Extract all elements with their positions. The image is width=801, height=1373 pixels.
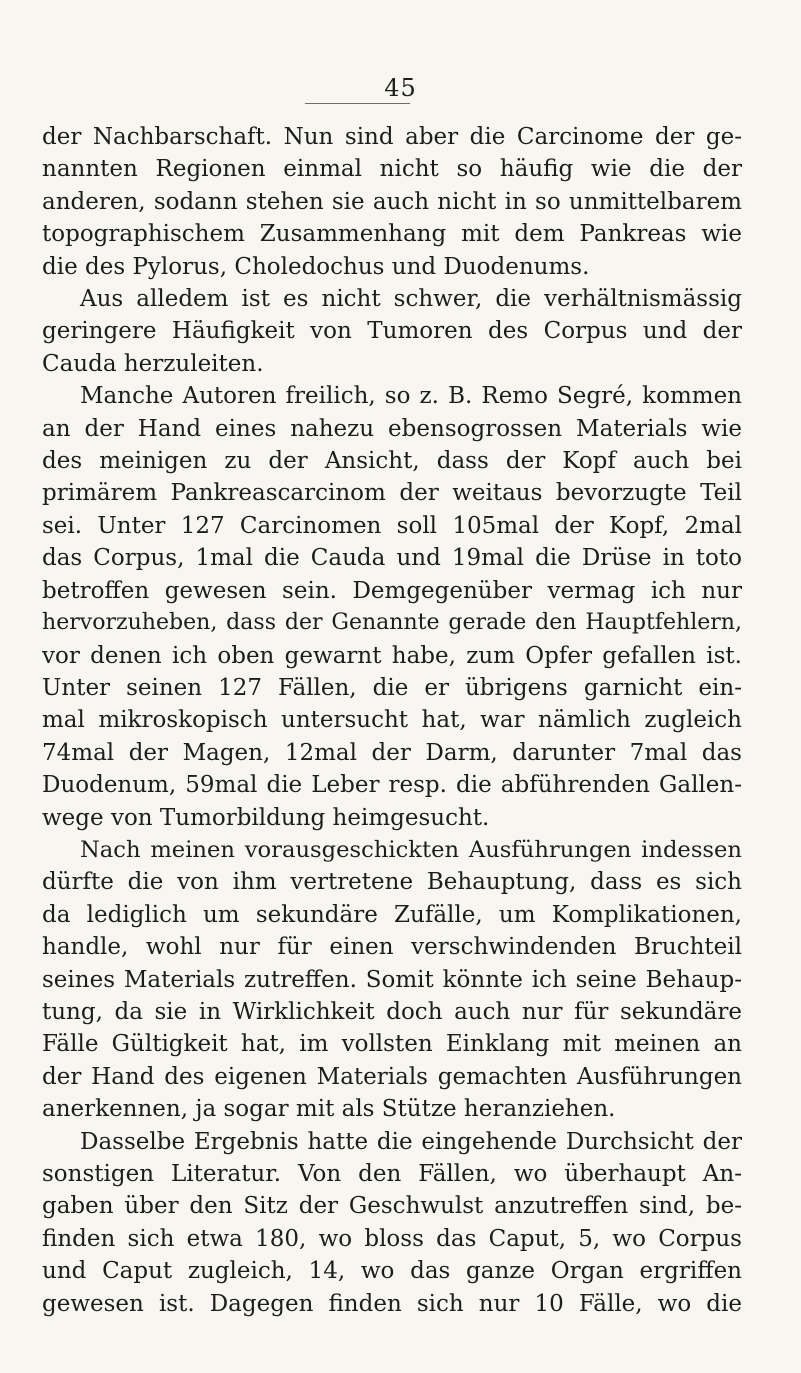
text-line: tung, da sie in Wirklichkeit doch auch nur für sekundäre [42, 998, 742, 1025]
text-line: und Caput zugleich, 14, wo das ganze Organ ergriffen [42, 1258, 742, 1285]
text-line: sei. Unter 127 Carcinomen soll 105mal der Kopf, 2mal [42, 512, 742, 539]
header-rule [305, 103, 410, 104]
text-line: dürfte die von ihm vertretene Behauptung, dass es sich [42, 869, 742, 896]
text-line: betroffen gewesen sein. Demgegenüber vermag ich nur [42, 577, 742, 604]
text-line: Cauda herzuleiten. [42, 350, 264, 377]
text-line: vor denen ich oben gewarnt habe, zum Opfer gefallen ist. [42, 642, 742, 669]
text-line: geringere Häufigkeit von Tumoren des Corpus und der [42, 318, 742, 345]
text-line: der Hand des eigenen Materials gemachten Ausführungen [42, 1063, 742, 1090]
text-line: Unter seinen 127 Fällen, die er übrigens garnicht ein- [42, 674, 742, 701]
text-line: hervorzuheben, dass der Genannte gerade den Hauptfehlern, [42, 610, 742, 636]
text-line: die des Pylorus, Choledochus und Duodenums. [42, 253, 590, 280]
body-text [42, 121, 742, 1320]
text-line: mal mikroskopisch untersucht hat, war nämlich zugleich [42, 707, 742, 734]
text-line: wege von Tumorbildung heimgesucht. [42, 804, 490, 831]
text-line: Aus alledem ist es nicht schwer, die verhältnismässig [80, 286, 742, 313]
text-line: das Corpus, 1mal die Cauda und 19mal die Drüse in toto [42, 545, 742, 572]
text-line: anerkennen, ja sogar mit als Stütze heranziehen. [42, 1096, 616, 1123]
text-line: nannten Regionen einmal nicht so häufig wie die der [42, 156, 742, 183]
text-line: Nach meinen vorausgeschickten Ausführungen indessen [80, 836, 742, 863]
text-line: Manche Autoren freilich, so z. B. Remo Segré, kommen [80, 383, 742, 410]
text-line: Fälle Gültigkeit hat, im vollsten Einklang mit meinen an [42, 1031, 742, 1058]
text-line: seines Materials zutreffen. Somit könnte ich seine Behaup- [42, 966, 742, 993]
text-line: da lediglich um sekundäre Zufälle, um Komplikationen, [42, 901, 742, 928]
text-line: gaben über den Sitz der Geschwulst anzutreffen sind, be- [42, 1193, 742, 1220]
text-line: des meinigen zu der Ansicht, dass der Kopf auch bei [42, 448, 742, 475]
text-line: Dasselbe Ergebnis hatte die eingehende Durchsicht der [80, 1128, 742, 1155]
text-line: topographischem Zusammenhang mit dem Pankreas wie [42, 221, 742, 248]
page-number: 45 [384, 74, 417, 102]
text-line: finden sich etwa 180, wo bloss das Caput, 5, wo Corpus [42, 1225, 742, 1252]
text-line: an der Hand eines nahezu ebensogrossen Materials wie [42, 415, 742, 442]
text-line: der Nachbarschaft. Nun sind aber die Carcinome der ge- [42, 124, 742, 150]
text-line: primärem Pankreascarcinom der weitaus bevorzugte Teil [42, 480, 742, 507]
text-line: gewesen ist. Dagegen finden sich nur 10 Fälle, wo die [42, 1290, 742, 1317]
text-line: anderen, sodann stehen sie auch nicht in so unmittelbarem [42, 188, 742, 215]
text-line: handle, wohl nur für einen verschwindenden Bruchteil [42, 934, 742, 961]
text-line: 74mal der Magen, 12mal der Darm, darunter 7mal das [42, 739, 742, 766]
text-line: Duodenum, 59mal die Leber resp. die abführenden Gallen- [42, 772, 742, 799]
text-line: sonstigen Literatur. Von den Fällen, wo überhaupt An- [42, 1161, 742, 1187]
